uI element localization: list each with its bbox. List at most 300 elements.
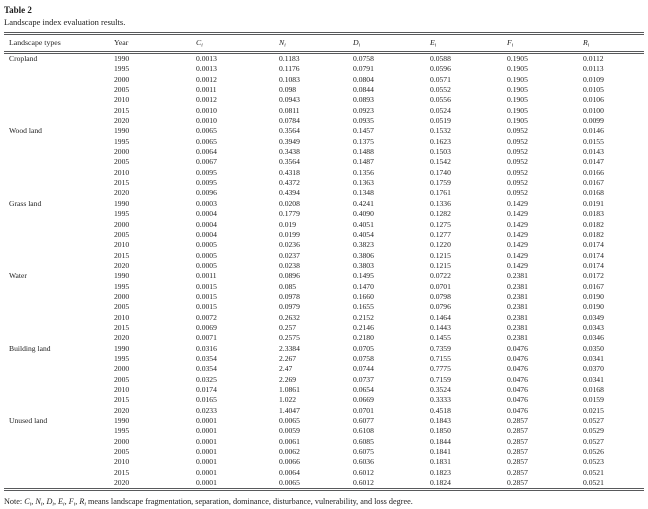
- note-symbol: N: [35, 497, 41, 507]
- cell-value: 0.0654: [353, 385, 374, 394]
- cell-landscape-type: [4, 375, 114, 385]
- cell-value: 0.0519: [430, 116, 451, 126]
- cell-value: 0.1905: [507, 116, 528, 126]
- cell-value: 0.1083: [279, 74, 300, 84]
- cell-value: 2.267: [279, 353, 297, 363]
- table-row: [4, 230, 644, 240]
- table-row: [4, 344, 644, 354]
- cell-value: 0.0798: [430, 291, 451, 301]
- cell-value: 0.1759: [430, 178, 451, 188]
- cell-value: 0.0012: [196, 95, 217, 105]
- cell-value: 0.0106: [583, 95, 604, 105]
- cell-value: 0.0167: [583, 281, 604, 291]
- cell-value: 0.0066: [279, 457, 300, 467]
- cell-landscape-type: Building land: [9, 343, 51, 353]
- cell-value: 0.1844: [430, 436, 451, 446]
- cell-value: 0.2857: [507, 457, 528, 467]
- cell-landscape-type: [4, 354, 114, 364]
- cell-value: 0.0354: [196, 353, 217, 363]
- cell-landscape-type: [4, 251, 114, 261]
- cell-value: 0.1488: [353, 147, 374, 157]
- cell-year: 2000: [114, 364, 130, 374]
- cell-year: 2005: [114, 447, 130, 457]
- cell-value: 0.2857: [507, 467, 528, 477]
- cell-value: 0.1429: [507, 250, 528, 260]
- cell-value: 0.257: [279, 322, 297, 332]
- cell-value: 0.0013: [196, 64, 217, 74]
- cell-value: 0.1215: [430, 260, 451, 270]
- cell-value: 0.1375: [353, 136, 374, 146]
- cell-value: 0.1215: [430, 250, 451, 260]
- cell-landscape-type: Grass land: [9, 198, 42, 208]
- cell-value: 0.0011: [196, 85, 217, 95]
- cell-year: 2010: [114, 95, 130, 105]
- cell-value: 0.0099: [583, 116, 604, 126]
- cell-value: 0.0166: [583, 167, 604, 177]
- cell-value: 0.0065: [196, 126, 217, 136]
- cell-value: 0.4241: [353, 198, 374, 208]
- cell-value: 0.0113: [583, 64, 604, 74]
- note-symbol: R: [79, 497, 85, 507]
- cell-value: 0.0015: [196, 302, 217, 312]
- cell-value: 0.0341: [583, 353, 604, 363]
- table-body: [4, 54, 644, 488]
- cell-value: 0.7155: [430, 353, 451, 363]
- cell-value: 0.0001: [196, 447, 217, 457]
- cell-landscape-type: [4, 447, 114, 457]
- cell-value: 0.1429: [507, 229, 528, 239]
- cell-value: 0.4318: [279, 167, 300, 177]
- table-row: [4, 478, 644, 488]
- cell-value: 0.1429: [507, 219, 528, 229]
- cell-year: 2010: [114, 167, 130, 177]
- cell-value: 0.0811: [279, 105, 300, 115]
- cell-value: 0.1487: [353, 157, 374, 167]
- cell-value: 0.1841: [430, 447, 451, 457]
- cell-value: 0.0182: [583, 229, 604, 239]
- cell-value: 0.0596: [430, 64, 451, 74]
- cell-value: 0.0529: [583, 426, 604, 436]
- cell-year: 2020: [114, 188, 130, 198]
- cell-value: 0.6075: [353, 447, 374, 457]
- note-symbol: E: [58, 497, 64, 507]
- cell-year: 1995: [114, 353, 130, 363]
- cell-value: 0.0552: [430, 85, 451, 95]
- cell-value: 0.0010: [196, 116, 217, 126]
- table-row: [4, 313, 644, 323]
- cell-landscape-type: [4, 64, 114, 74]
- cell-value: 0.7775: [430, 364, 451, 374]
- table-caption: Landscape index evaluation results.: [4, 17, 126, 27]
- cell-value: 0.0521: [583, 467, 604, 477]
- cell-value: 0.019: [279, 219, 297, 229]
- cell-value: 0.2180: [353, 333, 374, 343]
- cell-value: 0.6077: [353, 416, 374, 426]
- cell-year: 1990: [114, 343, 130, 353]
- column-header-ci: $C_i$: [196, 38, 203, 49]
- cell-value: 0.0065: [279, 416, 300, 426]
- table-row: [4, 333, 644, 343]
- cell-value: 0.0784: [279, 116, 300, 126]
- table-row: [4, 375, 644, 385]
- cell-value: 2.269: [279, 374, 297, 384]
- cell-value: 0.7159: [430, 374, 451, 384]
- cell-landscape-type: [4, 478, 114, 488]
- column-header-ei: $E_i$: [430, 38, 437, 49]
- cell-value: 0.1740: [430, 167, 451, 177]
- cell-value: 0.0015: [196, 291, 217, 301]
- cell-landscape-type: [4, 323, 114, 333]
- cell-value: 0.0109: [583, 74, 604, 84]
- cell-value: 1.4047: [279, 405, 300, 415]
- cell-value: 0.0190: [583, 302, 604, 312]
- cell-value: 0.1455: [430, 333, 451, 343]
- cell-value: 0.0001: [196, 436, 217, 446]
- cell-value: 0.0796: [430, 302, 451, 312]
- cell-value: 0.0349: [583, 312, 604, 322]
- cell-value: 0.0072: [196, 312, 217, 322]
- cell-value: 0.0174: [196, 385, 217, 394]
- cell-value: 0.1464: [430, 312, 451, 322]
- cell-value: 0.2857: [507, 426, 528, 436]
- table-row: [4, 85, 644, 95]
- note-symbol: F: [68, 497, 74, 507]
- cell-value: 0.0001: [196, 478, 217, 488]
- table-row: [4, 178, 644, 188]
- column-header-landscape-types: Landscape types: [9, 38, 61, 47]
- column-header-fi: $F_i$: [507, 38, 514, 49]
- cell-value: 0.0476: [507, 343, 528, 353]
- table-row: [4, 282, 644, 292]
- table-row: [4, 437, 644, 447]
- cell-value: 0.0004: [196, 209, 217, 219]
- cell-value: 0.7359: [430, 343, 451, 353]
- cell-year: 2020: [114, 478, 130, 488]
- cell-value: 0.0174: [583, 250, 604, 260]
- cell-year: 2015: [114, 322, 130, 332]
- cell-value: 0.0208: [279, 198, 300, 208]
- table-row: [4, 416, 644, 426]
- cell-value: 0.0182: [583, 219, 604, 229]
- table-row: [4, 468, 644, 478]
- cell-value: 0.0215: [583, 405, 604, 415]
- cell-value: 0.0354: [196, 364, 217, 374]
- cell-value: 0.0238: [279, 260, 300, 270]
- cell-value: 1.022: [279, 395, 297, 405]
- cell-value: 0.0001: [196, 457, 217, 467]
- cell-value: 0.0001: [196, 426, 217, 436]
- cell-value: 0.0943: [279, 95, 300, 105]
- cell-year: 2015: [114, 467, 130, 477]
- cell-landscape-type: [4, 168, 114, 178]
- cell-landscape-type: [4, 75, 114, 85]
- cell-value: 0.1905: [507, 64, 528, 74]
- cell-year: 1995: [114, 209, 130, 219]
- cell-year: 2020: [114, 405, 130, 415]
- cell-value: 0.0521: [583, 478, 604, 488]
- cell-landscape-type: [4, 116, 114, 126]
- cell-value: 2.3384: [279, 343, 300, 353]
- table-row: [4, 292, 644, 302]
- cell-value: 0.1429: [507, 260, 528, 270]
- cell-value: 0.2857: [507, 436, 528, 446]
- cell-year: 2000: [114, 291, 130, 301]
- cell-value: 0.1176: [279, 64, 300, 74]
- cell-value: 0.0476: [507, 364, 528, 374]
- cell-value: 0.1761: [430, 188, 451, 198]
- table-row: [4, 385, 644, 395]
- cell-landscape-type: [4, 437, 114, 447]
- cell-value: 0.3823: [353, 240, 374, 250]
- cell-landscape-type: [4, 468, 114, 478]
- cell-value: 0.0003: [196, 198, 217, 208]
- cell-value: 0.2381: [507, 281, 528, 291]
- cell-value: 0.1495: [353, 271, 374, 281]
- cell-value: 0.0237: [279, 250, 300, 260]
- cell-value: 0.6085: [353, 436, 374, 446]
- cell-value: 0.1275: [430, 219, 451, 229]
- cell-value: 0.0758: [353, 353, 374, 363]
- cell-value: 0.0159: [583, 395, 604, 405]
- cell-value: 0.0236: [279, 240, 300, 250]
- cell-value: 0.1443: [430, 322, 451, 332]
- cell-value: 0.2575: [279, 333, 300, 343]
- cell-value: 0.0001: [196, 416, 217, 426]
- cell-value: 0.4051: [353, 219, 374, 229]
- cell-value: 0.0527: [583, 436, 604, 446]
- cell-value: 0.1457: [353, 126, 374, 136]
- cell-landscape-type: [4, 240, 114, 250]
- table-row: [4, 426, 644, 436]
- cell-value: 0.1660: [353, 291, 374, 301]
- cell-value: 0.0791: [353, 64, 374, 74]
- table-row: [4, 199, 644, 209]
- cell-landscape-type: [4, 406, 114, 416]
- table-row: [4, 137, 644, 147]
- cell-value: 0.4090: [353, 209, 374, 219]
- cell-value: 0.0952: [507, 188, 528, 198]
- cell-value: 0.2381: [507, 312, 528, 322]
- cell-value: 0.2857: [507, 447, 528, 457]
- note-symbols: $C_i$, $N_i$, $D_i$, $E_i$, $F_i$, $R_i$: [24, 497, 86, 508]
- column-header-ri: $R_i$: [583, 38, 590, 49]
- cell-value: 0.2381: [507, 333, 528, 343]
- cell-landscape-type: [4, 364, 114, 374]
- cell-value: 0.0979: [279, 302, 300, 312]
- cell-value: 0.0190: [583, 291, 604, 301]
- bottom-rule: [4, 488, 644, 491]
- cell-value: 0.0165: [196, 395, 217, 405]
- table-row: [4, 261, 644, 271]
- table-title: Table 2: [4, 5, 32, 15]
- table-row: [4, 188, 644, 198]
- cell-landscape-type: [4, 157, 114, 167]
- cell-value: 0.0191: [583, 198, 604, 208]
- cell-value: 0.1542: [430, 157, 451, 167]
- table-row: [4, 75, 644, 85]
- cell-year: 2010: [114, 385, 130, 394]
- cell-landscape-type: [4, 230, 114, 240]
- cell-landscape-type: [4, 209, 114, 219]
- cell-value: 0.1363: [353, 178, 374, 188]
- cell-value: 0.1429: [507, 209, 528, 219]
- table-row: [4, 302, 644, 312]
- cell-value: 0.0804: [353, 74, 374, 84]
- table-row: [4, 54, 644, 64]
- table-row: [4, 457, 644, 467]
- cell-landscape-type: [4, 457, 114, 467]
- cell-value: 0.0476: [507, 374, 528, 384]
- cell-value: 0.1336: [430, 198, 451, 208]
- cell-year: 2020: [114, 333, 130, 343]
- cell-value: 0.4518: [430, 405, 451, 415]
- cell-value: 0.0005: [196, 260, 217, 270]
- cell-value: 0.0526: [583, 447, 604, 457]
- cell-landscape-type: [4, 333, 114, 343]
- cell-value: 0.0004: [196, 219, 217, 229]
- cell-value: 0.2381: [507, 322, 528, 332]
- column-header-di: $D_i$: [353, 38, 361, 49]
- table-row: [4, 220, 644, 230]
- cell-value: 0.0064: [279, 467, 300, 477]
- cell-year: 1990: [114, 416, 130, 426]
- cell-value: 0.3803: [353, 260, 374, 270]
- cell-landscape-type: Cropland: [9, 54, 38, 63]
- table-row: [4, 271, 644, 281]
- cell-year: 1990: [114, 126, 130, 136]
- cell-year: 2010: [114, 312, 130, 322]
- cell-value: 0.085: [279, 281, 297, 291]
- cell-value: 0.1429: [507, 198, 528, 208]
- cell-value: 0.0062: [279, 447, 300, 457]
- cell-landscape-type: Water: [9, 271, 27, 281]
- cell-year: 2005: [114, 302, 130, 312]
- cell-value: 0.0147: [583, 157, 604, 167]
- cell-value: 0.0350: [583, 343, 604, 353]
- cell-value: 0.0893: [353, 95, 374, 105]
- cell-year: 1995: [114, 426, 130, 436]
- cell-value: 0.1905: [507, 105, 528, 115]
- table-row: [4, 240, 644, 250]
- cell-value: 0.1470: [353, 281, 374, 291]
- cell-value: 0.0168: [583, 188, 604, 198]
- cell-value: 0.0896: [279, 271, 300, 281]
- cell-value: 0.0669: [353, 395, 374, 405]
- cell-year: 2000: [114, 74, 130, 84]
- cell-value: 0.0701: [353, 405, 374, 415]
- cell-value: 0.1282: [430, 209, 451, 219]
- cell-value: 0.1532: [430, 126, 451, 136]
- cell-value: 0.4394: [279, 188, 300, 198]
- cell-value: 0.1905: [507, 95, 528, 105]
- cell-value: 0.098: [279, 85, 297, 95]
- cell-value: 0.3524: [430, 385, 451, 394]
- cell-value: 0.6036: [353, 457, 374, 467]
- cell-year: 2000: [114, 219, 130, 229]
- cell-value: 0.0476: [507, 395, 528, 405]
- cell-value: 0.0952: [507, 126, 528, 136]
- cell-value: 0.1277: [430, 229, 451, 239]
- cell-value: 0.0722: [430, 271, 451, 281]
- table-note: [4, 496, 644, 507]
- cell-year: 1995: [114, 64, 130, 74]
- cell-landscape-type: [4, 95, 114, 105]
- cell-value: 0.0952: [507, 147, 528, 157]
- cell-value: 0.6012: [353, 478, 374, 488]
- cell-value: 0.0172: [583, 271, 604, 281]
- cell-value: 0.0370: [583, 364, 604, 374]
- table-row: [4, 395, 644, 405]
- cell-value: 0.0067: [196, 157, 217, 167]
- cell-year: 2020: [114, 116, 130, 126]
- cell-value: 0.0923: [353, 105, 374, 115]
- cell-value: 0.0105: [583, 85, 604, 95]
- note-symbol: C: [24, 497, 30, 507]
- cell-year: 2010: [114, 240, 130, 250]
- cell-value: 0.0316: [196, 343, 217, 353]
- cell-value: 0.0096: [196, 188, 217, 198]
- cell-value: 0.0174: [583, 240, 604, 250]
- cell-value: 0.0005: [196, 250, 217, 260]
- cell-value: 0.1356: [353, 167, 374, 177]
- cell-value: 0.1905: [507, 54, 528, 63]
- cell-value: 0.0005: [196, 240, 217, 250]
- cell-value: 0.0143: [583, 147, 604, 157]
- cell-value: 0.0571: [430, 74, 451, 84]
- table-row: [4, 157, 644, 167]
- cell-value: 0.0588: [430, 54, 451, 63]
- cell-value: 0.0844: [353, 85, 374, 95]
- cell-year: 2015: [114, 250, 130, 260]
- cell-value: 0.2381: [507, 302, 528, 312]
- cell-value: 0.0011: [196, 271, 217, 281]
- cell-value: 0.0012: [196, 74, 217, 84]
- table-row: [4, 168, 644, 178]
- cell-year: 2010: [114, 457, 130, 467]
- cell-value: 0.1655: [353, 302, 374, 312]
- cell-value: 0.1183: [279, 54, 300, 63]
- cell-value: 0.4372: [279, 178, 300, 188]
- cell-value: 0.2857: [507, 478, 528, 488]
- cell-value: 0.0233: [196, 405, 217, 415]
- cell-year: 2015: [114, 178, 130, 188]
- cell-landscape-type: [4, 147, 114, 157]
- cell-value: 0.1850: [430, 426, 451, 436]
- cell-year: 1995: [114, 136, 130, 146]
- cell-year: 2020: [114, 260, 130, 270]
- cell-value: 0.0346: [583, 333, 604, 343]
- cell-value: 0.3806: [353, 250, 374, 260]
- cell-value: 0.3949: [279, 136, 300, 146]
- cell-value: 0.2152: [353, 312, 374, 322]
- cell-value: 0.0758: [353, 54, 374, 63]
- cell-landscape-type: [4, 282, 114, 292]
- cell-landscape-type: [4, 395, 114, 405]
- cell-value: 0.0183: [583, 209, 604, 219]
- cell-value: 0.3564: [279, 157, 300, 167]
- cell-landscape-type: [4, 385, 114, 395]
- cell-landscape-type: [4, 106, 114, 116]
- cell-value: 0.0010: [196, 105, 217, 115]
- cell-value: 0.0952: [507, 157, 528, 167]
- note-prefix: Note:: [4, 497, 25, 507]
- cell-value: 0.0744: [353, 364, 374, 374]
- cell-value: 0.1824: [430, 478, 451, 488]
- cell-value: 0.0527: [583, 416, 604, 426]
- note-symbol: D: [46, 497, 53, 507]
- cell-value: 0.2857: [507, 416, 528, 426]
- cell-landscape-type: [4, 85, 114, 95]
